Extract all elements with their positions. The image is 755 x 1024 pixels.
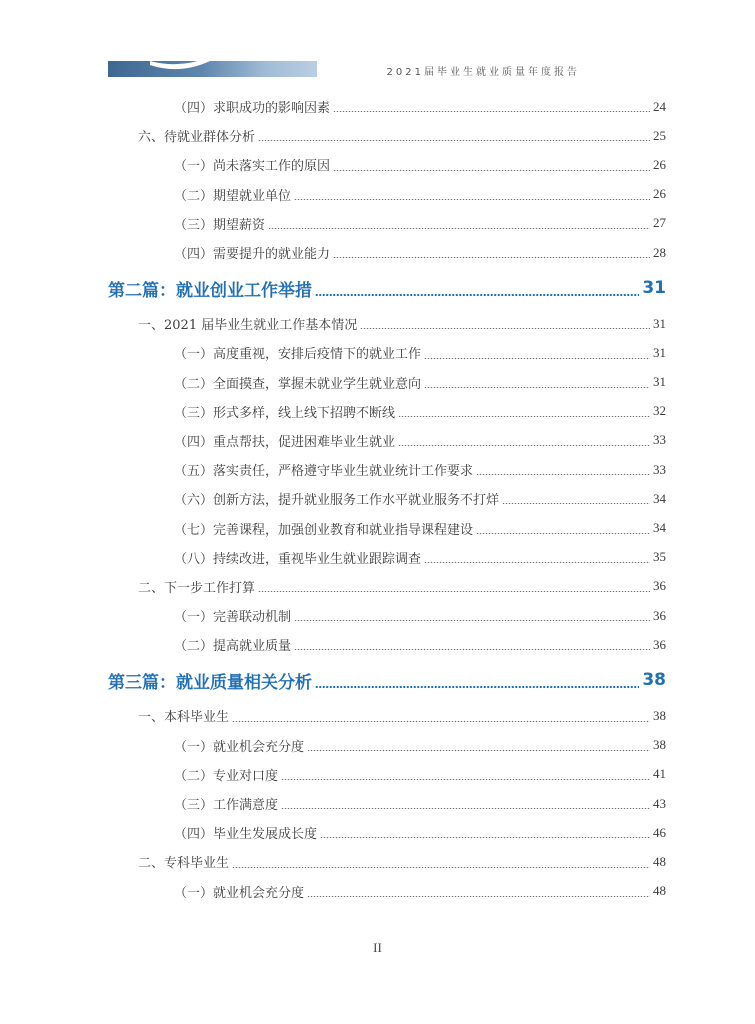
toc-entry[interactable]: [108, 309, 666, 338]
toc-entry-page: 31: [653, 344, 666, 360]
dot-leader: [294, 649, 650, 650]
toc-entry[interactable]: [108, 731, 666, 760]
toc-entry-page: 28: [653, 244, 666, 260]
toc-entry-label: 第二篇：就业创业工作举措: [108, 280, 312, 301]
toc-entry[interactable]: [108, 630, 666, 659]
toc-entry[interactable]: [108, 572, 666, 601]
toc-entry-label: （四）求职成功的影响因素: [174, 101, 331, 117]
toc-entry[interactable]: [108, 789, 666, 818]
dot-leader: [281, 808, 650, 809]
dot-leader: [424, 562, 650, 563]
dot-leader: [315, 686, 639, 688]
dot-leader: [258, 591, 650, 592]
toc-entry[interactable]: [108, 760, 666, 789]
dot-leader: [315, 294, 639, 296]
toc-entry[interactable]: [108, 877, 666, 906]
toc-entry[interactable]: [108, 150, 666, 179]
dot-leader: [476, 533, 650, 534]
dot-leader: [232, 721, 650, 722]
dot-leader: [476, 474, 650, 475]
toc-entry-label: （三）工作满意度: [174, 798, 279, 814]
toc-entry-page: 33: [653, 432, 666, 448]
dot-leader: [398, 445, 650, 446]
dot-leader: [281, 779, 650, 780]
toc-entry[interactable]: [108, 455, 666, 484]
header-logo-arc: [150, 55, 210, 79]
toc-entry-page: 34: [653, 520, 666, 536]
toc-entry[interactable]: [108, 238, 666, 267]
toc-entry-page: 36: [653, 607, 666, 623]
dot-leader: [268, 228, 650, 229]
toc-entry[interactable]: [108, 338, 666, 367]
toc-entry-label: （一）高度重视，安排后疫情下的就业工作: [174, 347, 422, 363]
toc-entry-page: 48: [653, 853, 666, 869]
toc-entry-label: （一）就业机会充分度: [174, 739, 305, 755]
dot-leader: [320, 837, 650, 838]
toc-entry[interactable]: [108, 209, 666, 238]
toc-entry-label: （八）持续改进，重视毕业生就业跟踪调查: [174, 551, 422, 567]
header-band: [108, 61, 317, 77]
toc-entry-label: （一）完善联动机制: [174, 610, 292, 626]
toc-entry-label: （一）就业机会充分度: [174, 885, 305, 901]
toc-entry-page: 48: [653, 883, 666, 899]
toc-entry-page: 46: [653, 824, 666, 840]
dot-leader: [398, 416, 650, 417]
toc-part-entry[interactable]: [108, 270, 666, 306]
toc-entry-label: （四）重点帮扶，促进困难毕业生就业: [174, 434, 396, 450]
toc-entry-page: 33: [653, 461, 666, 477]
dot-leader: [424, 358, 650, 359]
toc-entry[interactable]: [108, 513, 666, 542]
dot-leader: [333, 111, 650, 112]
toc-entry[interactable]: [108, 426, 666, 455]
toc-entry-page: 27: [653, 215, 666, 231]
toc-entry[interactable]: [108, 818, 666, 847]
dot-leader: [232, 867, 650, 868]
toc-entry-label: 六、待就业群体分析: [138, 130, 256, 146]
dot-leader: [294, 620, 650, 621]
toc-entry-page: 38: [653, 707, 666, 723]
toc-entry-label: 二、下一步工作打算: [138, 580, 256, 596]
toc-entry-label: 一、2021 届毕业生就业工作基本情况: [138, 318, 358, 334]
toc-entry-page: 25: [653, 127, 666, 143]
toc-entry-page: 36: [653, 636, 666, 652]
dot-leader: [333, 257, 650, 258]
toc-entry-label: （四）需要提升的就业能力: [174, 247, 331, 263]
toc-entry-page: 38: [653, 737, 666, 753]
toc-entry-page: 38: [642, 670, 666, 691]
toc-entry-label: （七）完善课程，加强创业教育和就业指导课程建设: [174, 522, 474, 538]
toc-entry-page: 24: [653, 98, 666, 114]
dot-leader: [307, 750, 650, 751]
toc-entry-page: 26: [653, 186, 666, 202]
toc-entry[interactable]: [108, 601, 666, 630]
toc-entry[interactable]: [108, 847, 666, 876]
dot-leader: [294, 199, 650, 200]
dot-leader: [333, 170, 650, 171]
toc-entry[interactable]: [108, 543, 666, 572]
toc-entry-label: （二）专业对口度: [174, 768, 279, 784]
dot-leader: [307, 896, 650, 897]
toc-entry-label: 第三篇：就业质量相关分析: [108, 672, 312, 693]
dot-leader: [258, 140, 650, 141]
toc-entry-page: 32: [653, 403, 666, 419]
toc-entry-label: （二）全面摸查，掌握未就业学生就业意向: [174, 376, 422, 392]
toc-entry-label: （五）落实责任，严格遵守毕业生就业统计工作要求: [174, 464, 474, 480]
dot-leader: [424, 387, 650, 388]
toc-entry[interactable]: [108, 397, 666, 426]
toc-entry-page: 35: [653, 549, 666, 565]
toc-entry-label: （四）毕业生发展成长度: [174, 827, 318, 843]
table-of-contents: [108, 92, 666, 906]
page-number: II: [373, 940, 382, 955]
toc-entry-page: 31: [653, 315, 666, 331]
toc-entry[interactable]: [108, 121, 666, 150]
toc-entry-label: （三）期望薪资: [174, 217, 266, 233]
toc-entry-label: （二）提高就业质量: [174, 639, 292, 655]
toc-entry[interactable]: [108, 368, 666, 397]
report-header-title: 2021届毕业生就业质量年度报告: [386, 67, 580, 78]
toc-entry-page: 41: [653, 766, 666, 782]
toc-entry-label: （三）形式多样，线上线下招聘不断线: [174, 405, 396, 421]
toc-entry-page: 36: [653, 578, 666, 594]
toc-entry-label: （六）创新方法，提升就业服务工作水平就业服务不打烊: [174, 493, 500, 509]
dot-leader: [502, 503, 650, 504]
toc-entry-label: （二）期望就业单位: [174, 188, 292, 204]
dot-leader: [360, 328, 650, 329]
toc-entry-label: （一）尚未落实工作的原因: [174, 159, 331, 175]
toc-entry-page: 34: [653, 490, 666, 506]
toc-entry-label: 一、本科毕业生: [138, 710, 230, 726]
toc-part-entry[interactable]: [108, 662, 666, 698]
toc-entry[interactable]: [108, 180, 666, 209]
toc-entry-label: 二、专科毕业生: [138, 856, 230, 872]
toc-entry-page: 43: [653, 795, 666, 811]
toc-entry-page: 26: [653, 156, 666, 172]
toc-entry[interactable]: [108, 92, 666, 121]
toc-entry-page: 31: [642, 278, 666, 299]
toc-entry-page: 31: [653, 374, 666, 390]
toc-entry[interactable]: [108, 484, 666, 513]
toc-entry[interactable]: [108, 701, 666, 730]
